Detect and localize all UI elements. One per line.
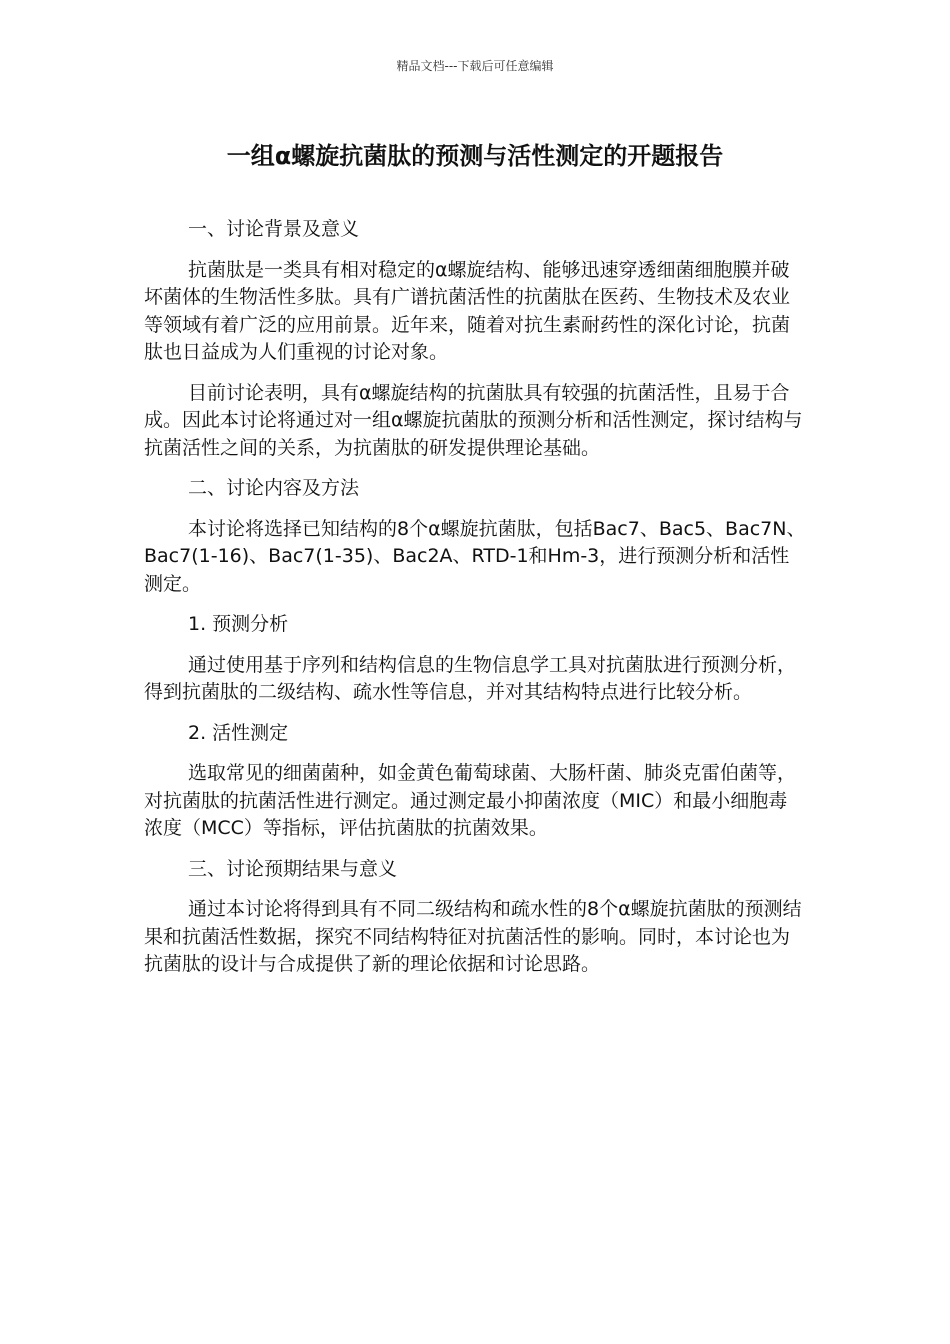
document-body [144, 216, 806, 992]
document-title: 一组α螺旋抗菌肽的预测与活性测定的开题报告 [226, 142, 724, 170]
section-heading-expected-results: 三、讨论预期结果与意义 [188, 857, 398, 880]
paragraph-activity: 选取常见的细菌菌种，如金黄色葡萄球菌、大肠杆菌、肺炎克雷伯菌等，对抗菌肽的抗菌活性进行测定。通过测定最小抑菌浓度（MIC）和最小细胞毒浓度（MCC）等指标，评估抗菌肽的抗菌效果。 [144, 762, 797, 839]
section-heading-methods: 二、讨论内容及方法 [188, 477, 360, 499]
subheading-activity: 2. 活性测定 [188, 721, 289, 744]
page-header-note: 精品文档---下载后可任意编辑 [396, 59, 554, 73]
paragraph-background-1: 抗菌肽是一类具有相对稳定的α螺旋结构、能够迅速穿透细菌细胞膜并破坏菌体的生物活性多肽。具有广谱抗菌活性的抗菌肽在医药、生物技术及农业等领域有着广泛的应用前景。近年来，随着对抗生素耐药性的深化讨论，抗菌肽也日益成为人们重视的讨论对象。 [144, 258, 791, 363]
paragraph-background-2: 目前讨论表明，具有α螺旋结构的抗菌肽具有较强的抗菌活性，且易于合成。因此本讨论将通过对一组α螺旋抗菌肽的预测分析和活性测定，探讨结构与抗菌活性之间的关系，为抗菌肽的研发提供理论基础。 [144, 381, 803, 459]
section-heading-background: 一、讨论背景及意义 [188, 218, 360, 240]
paragraph-prediction: 通过使用基于序列和结构信息的生物信息学工具对抗菌肽进行预测分析，得到抗菌肽的二级结构、疏水性等信息，并对其结构特点进行比较分析。 [144, 653, 797, 703]
subheading-prediction: 1. 预测分析 [188, 613, 289, 635]
paragraph-expected-results: 通过本讨论将得到具有不同二级结构和疏水性的8个α螺旋抗菌肽的预测结果和抗菌活性数据，探究不同结构特征对抗菌活性的影响。同时，本讨论也为抗菌肽的设计与合成提供了新的理论依据和讨论思路。 [144, 898, 802, 975]
paragraph-methods-intro: 本讨论将选择已知结构的8个α螺旋抗菌肽，包括Bac7、Bac5、Bac7N、Bac7(1-16)、Bac7(1-35)、Bac2A、RTD-1和Hm-3，进行预测分析和活性测定。 [144, 517, 806, 595]
